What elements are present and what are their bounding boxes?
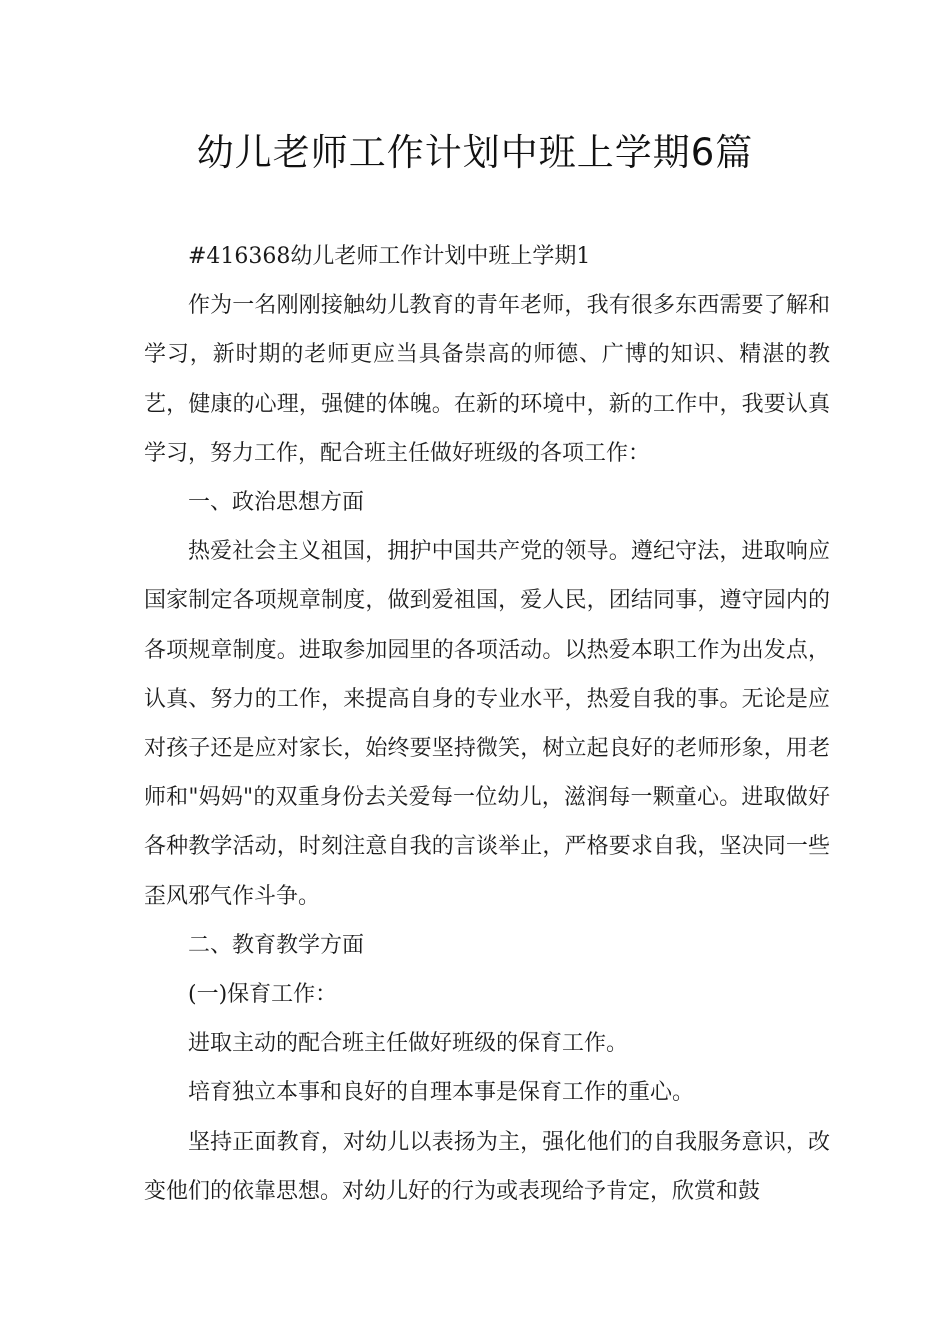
document-title: 幼儿老师工作计划中班上学期6篇 xyxy=(196,131,754,174)
body-paragraph: 作为一名刚刚接触幼儿教育的青年老师，我有很多东西需要了解和学习，新时期的老师更应当具备崇高的师德、广博的知识、精湛的教艺，健康的心理，强健的体魄。在新的环境中，新的工作中，我要认真学习，努力工作，配合班主任做好班级的各项工作： xyxy=(144,293,830,466)
body-paragraph: 坚持正面教育，对幼儿以表扬为主，强化他们的自我服务意识，改变他们的依靠思想。对幼儿好的行为或表现给予肯定，欣赏和鼓 xyxy=(144,1129,830,1204)
section-heading: #416368幼儿老师工作计划中班上学期1 xyxy=(188,244,591,269)
section-heading: 一、政治思想方面 xyxy=(188,490,365,516)
section-heading: 二、教育教学方面 xyxy=(188,932,365,958)
body-paragraph: 进取主动的配合班主任做好班级的保育工作。 xyxy=(188,1031,629,1057)
body-paragraph: 热爱社会主义祖国，拥护中国共产党的领导。遵纪守法，进取响应国家制定各项规章制度，做到爱祖国，爱人民，团结同事，遵守园内的各项规章制度。进取参加园里的各项活动。以热爱本职工作为出发点，认真、努力的工作，来提高自身的专业水平，热爱自我的事。无论是应对孩子还是应对家长，始终要坚持微笑，树立起良好的老师形象，用老师和"妈妈"的双重身份去关爱每一位幼儿，滋润每一颗童心。进取做好各种教学活动，时刻注意自我的言谈举止，严格要求自我，坚决同一些歪风邪气作斗争。 xyxy=(144,539,830,909)
subsection-heading: (一)保育工作： xyxy=(188,982,338,1008)
document-body xyxy=(144,232,830,1216)
body-paragraph: 培育独立本事和良好的自理本事是保育工作的重心。 xyxy=(188,1080,695,1106)
